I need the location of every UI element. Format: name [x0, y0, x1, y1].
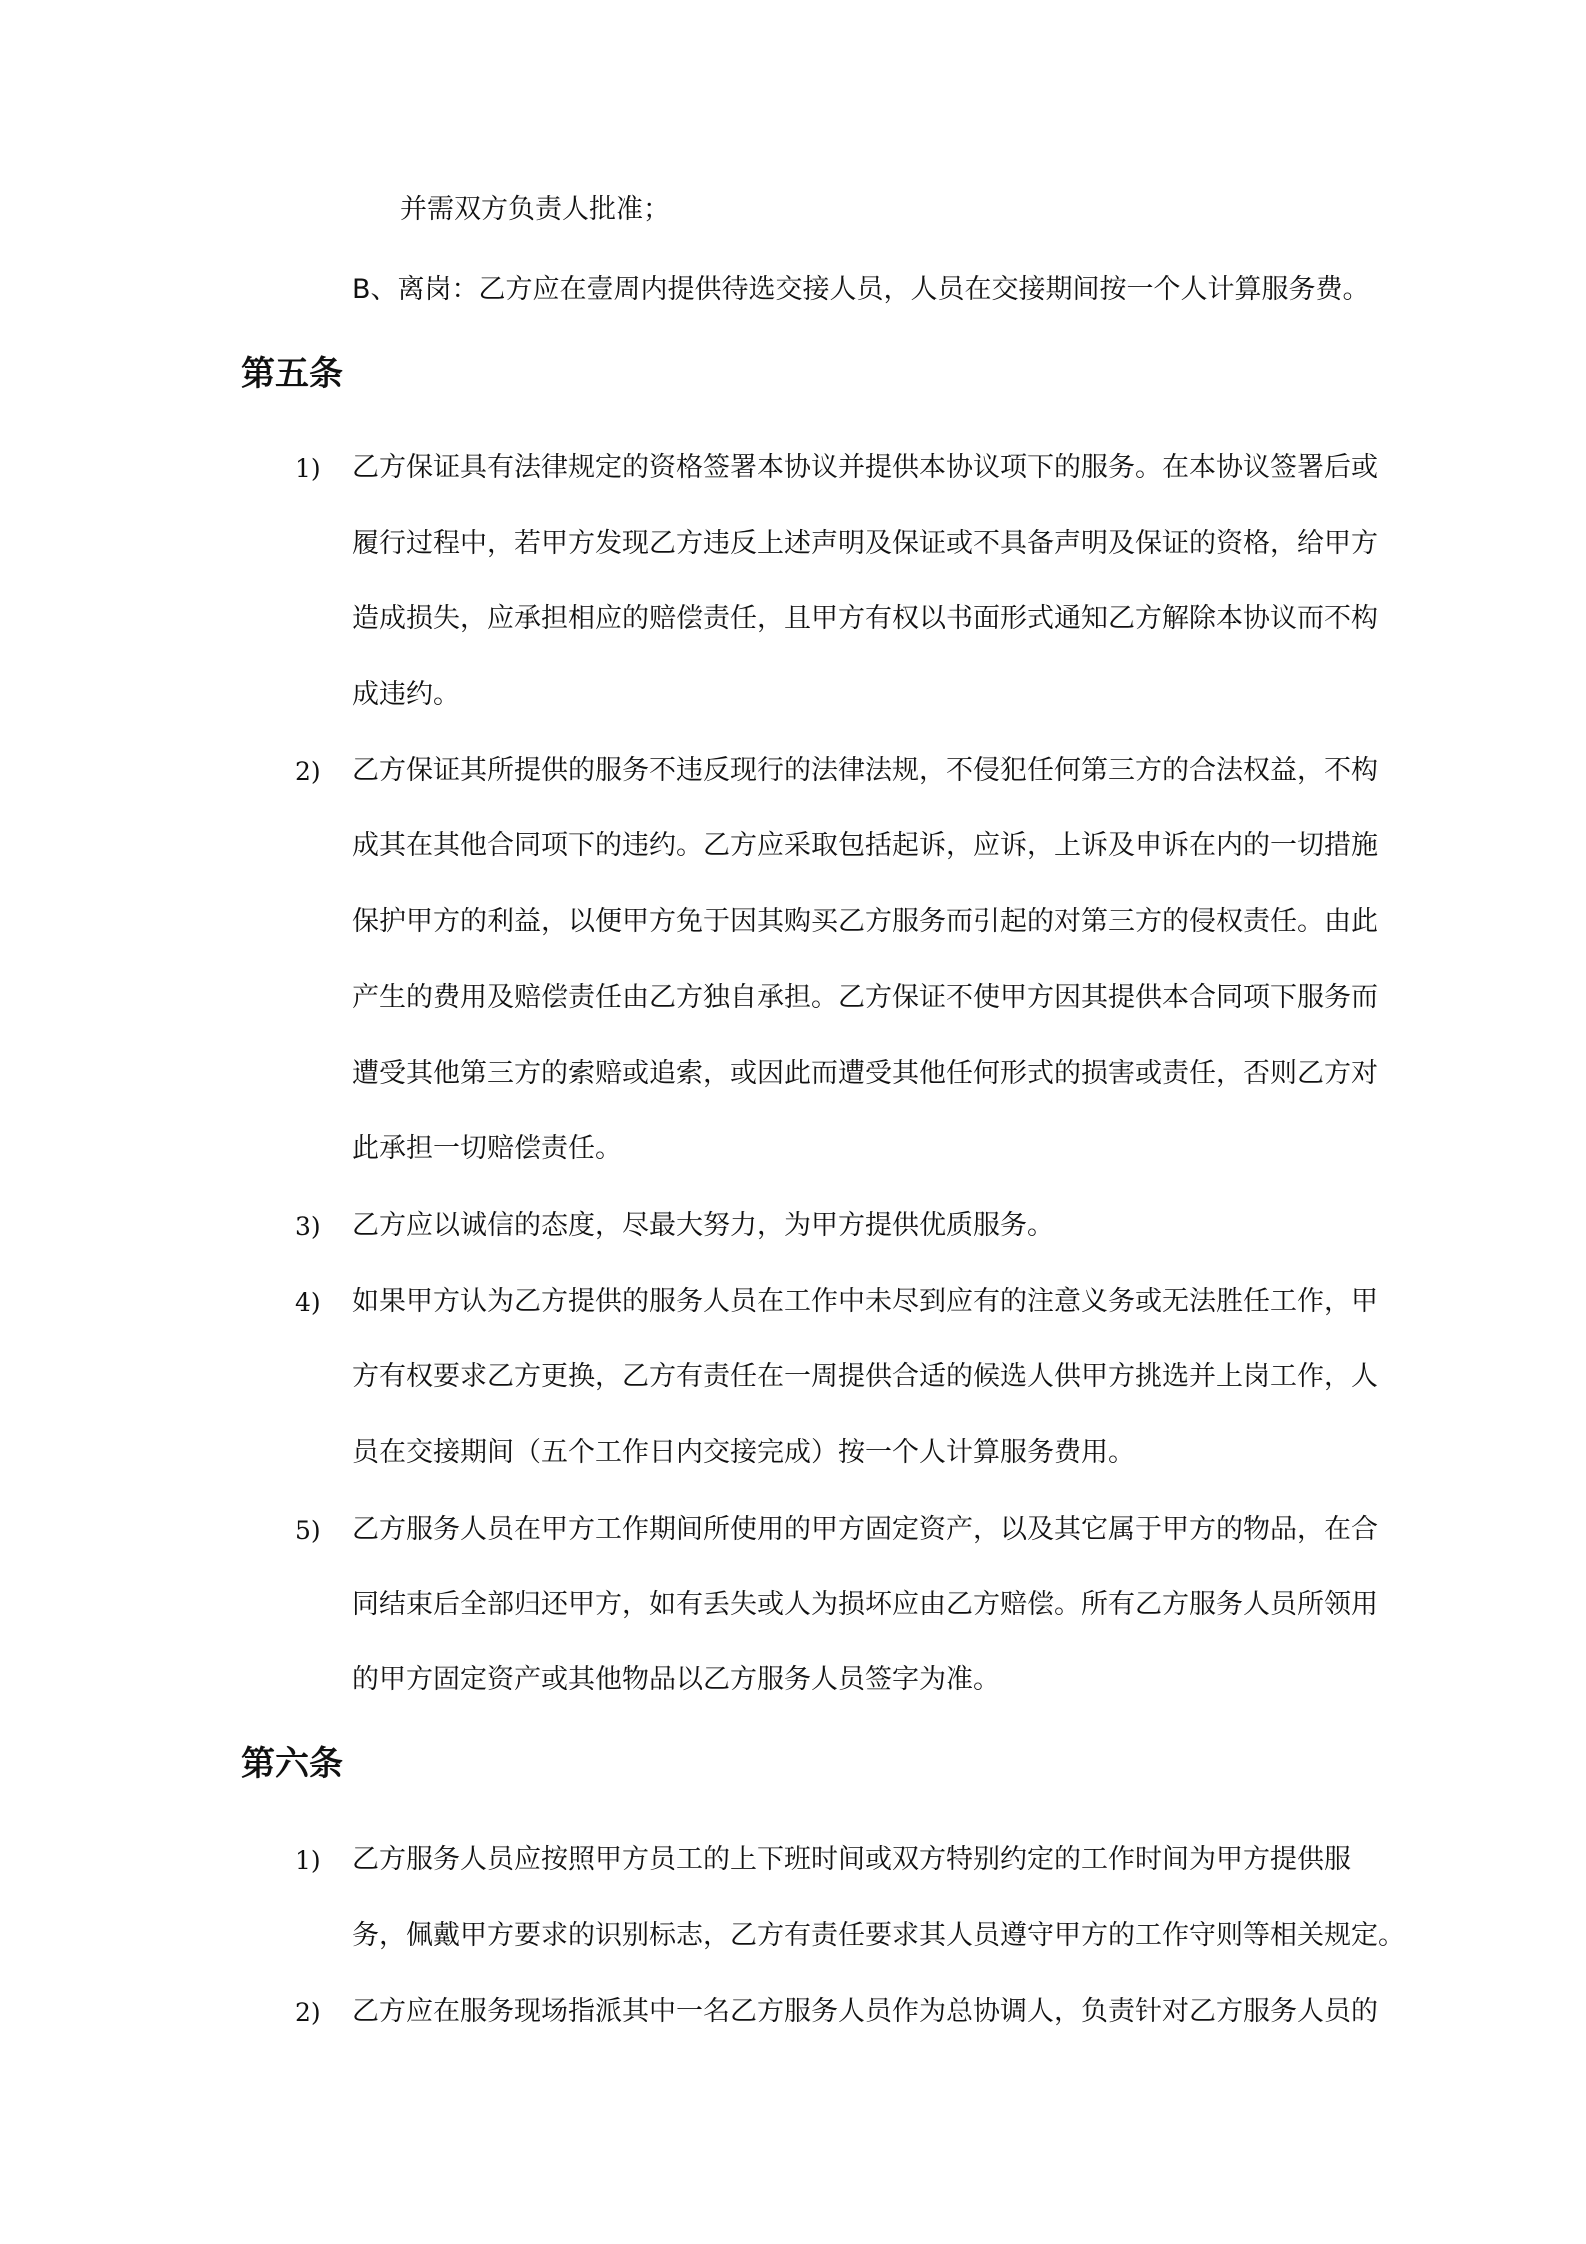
paragraph-line: 成违约。	[352, 679, 460, 710]
intro-line-1: 并需双方负责人批准；	[400, 194, 670, 225]
paragraph-line: 乙方服务人员应按照甲方员工的上下班时间或双方特别约定的工作时间为甲方提供服	[352, 1844, 1351, 1875]
paragraph-line: 的甲方固定资产或其他物品以乙方服务人员签字为准。	[352, 1664, 1000, 1695]
paragraph-line: 产生的费用及赔偿责任由乙方独自承担。乙方保证不使甲方因其提供本合同项下服务而	[352, 982, 1378, 1013]
paragraph-line: 此承担一切赔偿责任。	[352, 1133, 622, 1164]
paragraph-line: 员在交接期间（五个工作日内交接完成）按一个人计算服务费用。	[352, 1437, 1135, 1468]
paragraph-line: 乙方保证其所提供的服务不违反现行的法律法规，不侵犯任何第三方的合法权益，不构	[352, 755, 1378, 786]
paragraph-line: 如果甲方认为乙方提供的服务人员在工作中未尽到应有的注意义务或无法胜任工作，甲	[352, 1286, 1378, 1317]
paragraph-line: 乙方服务人员在甲方工作期间所使用的甲方固定资产，以及其它属于甲方的物品，在合	[352, 1514, 1378, 1545]
paragraph-line: 遭受其他第三方的索赔或追索，或因此而遭受其他任何形式的损害或责任，否则乙方对	[352, 1058, 1378, 1089]
list-item-number: 3)	[295, 1212, 321, 1241]
paragraph-line: 乙方应以诚信的态度，尽最大努力，为甲方提供优质服务。	[352, 1210, 1054, 1241]
paragraph-line: 务，佩戴甲方要求的识别标志，乙方有责任要求其人员遵守甲方的工作守则等相关规定。	[352, 1920, 1405, 1951]
paragraph-line: 造成损失，应承担相应的赔偿责任，且甲方有权以书面形式通知乙方解除本协议而不构	[352, 603, 1378, 634]
article-5-title: 第五条	[241, 354, 343, 394]
intro-line-2: B、离岗：乙方应在壹周内提供待选交接人员，人员在交接期间按一个人计算服务费。	[352, 274, 1370, 305]
list-item-number: 2)	[295, 1998, 321, 2027]
paragraph-line: 乙方保证具有法律规定的资格签署本协议并提供本协议项下的服务。在本协议签署后或	[352, 452, 1378, 483]
list-item-number: 1)	[295, 1846, 321, 1875]
list-item-number: 4)	[295, 1288, 321, 1317]
list-item-number: 2)	[295, 757, 321, 786]
paragraph-line: 成其在其他合同项下的违约。乙方应采取包括起诉，应诉，上诉及申诉在内的一切措施	[352, 830, 1378, 861]
list-item-number: 1)	[295, 454, 321, 483]
paragraph-line: 保护甲方的利益，以便甲方免于因其购买乙方服务而引起的对第三方的侵权责任。由此	[352, 906, 1378, 937]
paragraph-line: 同结束后全部归还甲方，如有丢失或人为损坏应由乙方赔偿。所有乙方服务人员所领用	[352, 1589, 1378, 1620]
list-item-number: 5)	[295, 1516, 321, 1545]
paragraph-line: 乙方应在服务现场指派其中一名乙方服务人员作为总协调人，负责针对乙方服务人员的	[352, 1996, 1378, 2027]
article-6-title: 第六条	[241, 1744, 343, 1784]
paragraph-line: 履行过程中，若甲方发现乙方违反上述声明及保证或不具备声明及保证的资格，给甲方	[352, 528, 1378, 559]
paragraph-line: 方有权要求乙方更换，乙方有责任在一周提供合适的候选人供甲方挑选并上岗工作，人	[352, 1361, 1378, 1392]
